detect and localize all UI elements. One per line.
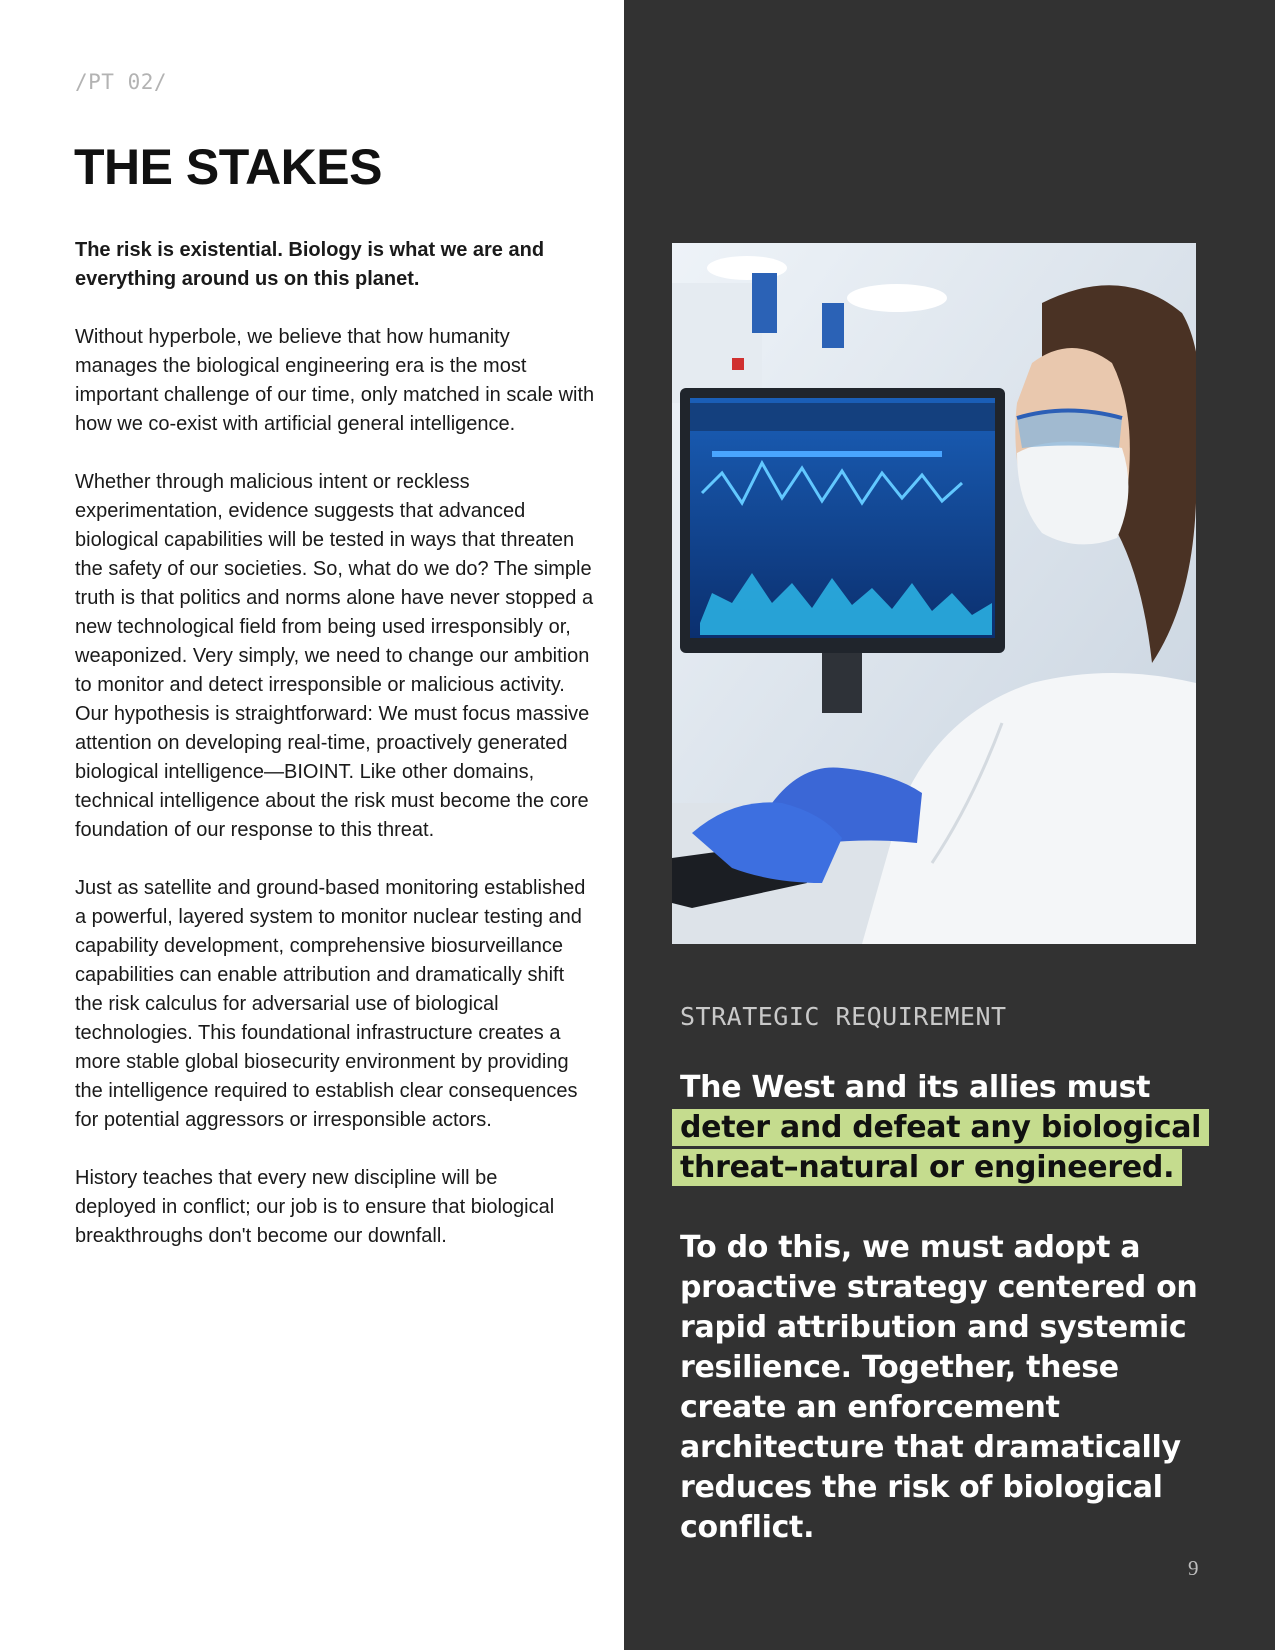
paragraph: Whether through malicious intent or reckless experimentation, evidence suggests that advanced biological capabilities will be tested in ways that threaten the safety of our societies. So, what do we do? The simple truth is that politics and norms alone have never stopped a new technological field from being used irresponsibly or, weaponized. Very simply, we need to change our ambition to monitor and detect irresponsible or malicious activity. Our hypothesis is straightforward: We must focus massive attention on developing real-time, proactively generated biological intelligence—BIOINT. Like other domains, technical intelligence about the risk must become the core foundation of our response to this threat. — [75, 471, 594, 841]
sidebar-panel — [624, 0, 1275, 1650]
paragraph: Just as satellite and ground-based monitoring established a powerful, layered system to monitor nuclear testing and capability development, comprehensive biosurveillance capabilities can enable attribution and dramatically shift the risk calculus for adversarial use of biological technologies. This foundational infrastructure creates a more stable global biosecurity environment by providing the intelligence required to establish clear consequences for potential aggressors or irresponsible actors. — [75, 877, 586, 1131]
page-number: 9 — [1188, 1556, 1199, 1580]
paragraph: History teaches that every new discipline will be deployed in conflict; our job is to ensure that biological breakthroughs don't become our downfall. — [75, 1167, 555, 1247]
strategy-text: To do this, we must adopt a proactive strategy centered on rapid attribution and systemic resilience. Together, these create an enforcement architecture that dramatically reduces the risk of biological conflict. — [680, 1230, 1198, 1545]
section-label: STRATEGIC REQUIREMENT — [680, 1002, 1007, 1031]
photo-illustration — [672, 243, 1196, 944]
statement-highlight: deter and defeat any biological threat–natural or engineered. — [672, 1109, 1209, 1186]
lead-paragraph: The risk is existential. Biology is what we are and everything around us on this planet. — [75, 239, 545, 290]
paragraph: Without hyperbole, we believe that how humanity manages the biological engineering era is the most important challenge of our time, only matched in scale with how we co-exist with artificial general intelligence. — [75, 326, 595, 435]
text-column — [0, 0, 624, 1650]
section-tag: /PT 02/ — [75, 70, 168, 94]
page-title: THE STAKES — [74, 139, 382, 195]
lab-scientist-photo — [672, 243, 1196, 944]
body-text — [75, 236, 595, 1280]
statement-text: The West and its allies must — [680, 1070, 1151, 1105]
requirement-statement — [680, 1068, 1220, 1188]
